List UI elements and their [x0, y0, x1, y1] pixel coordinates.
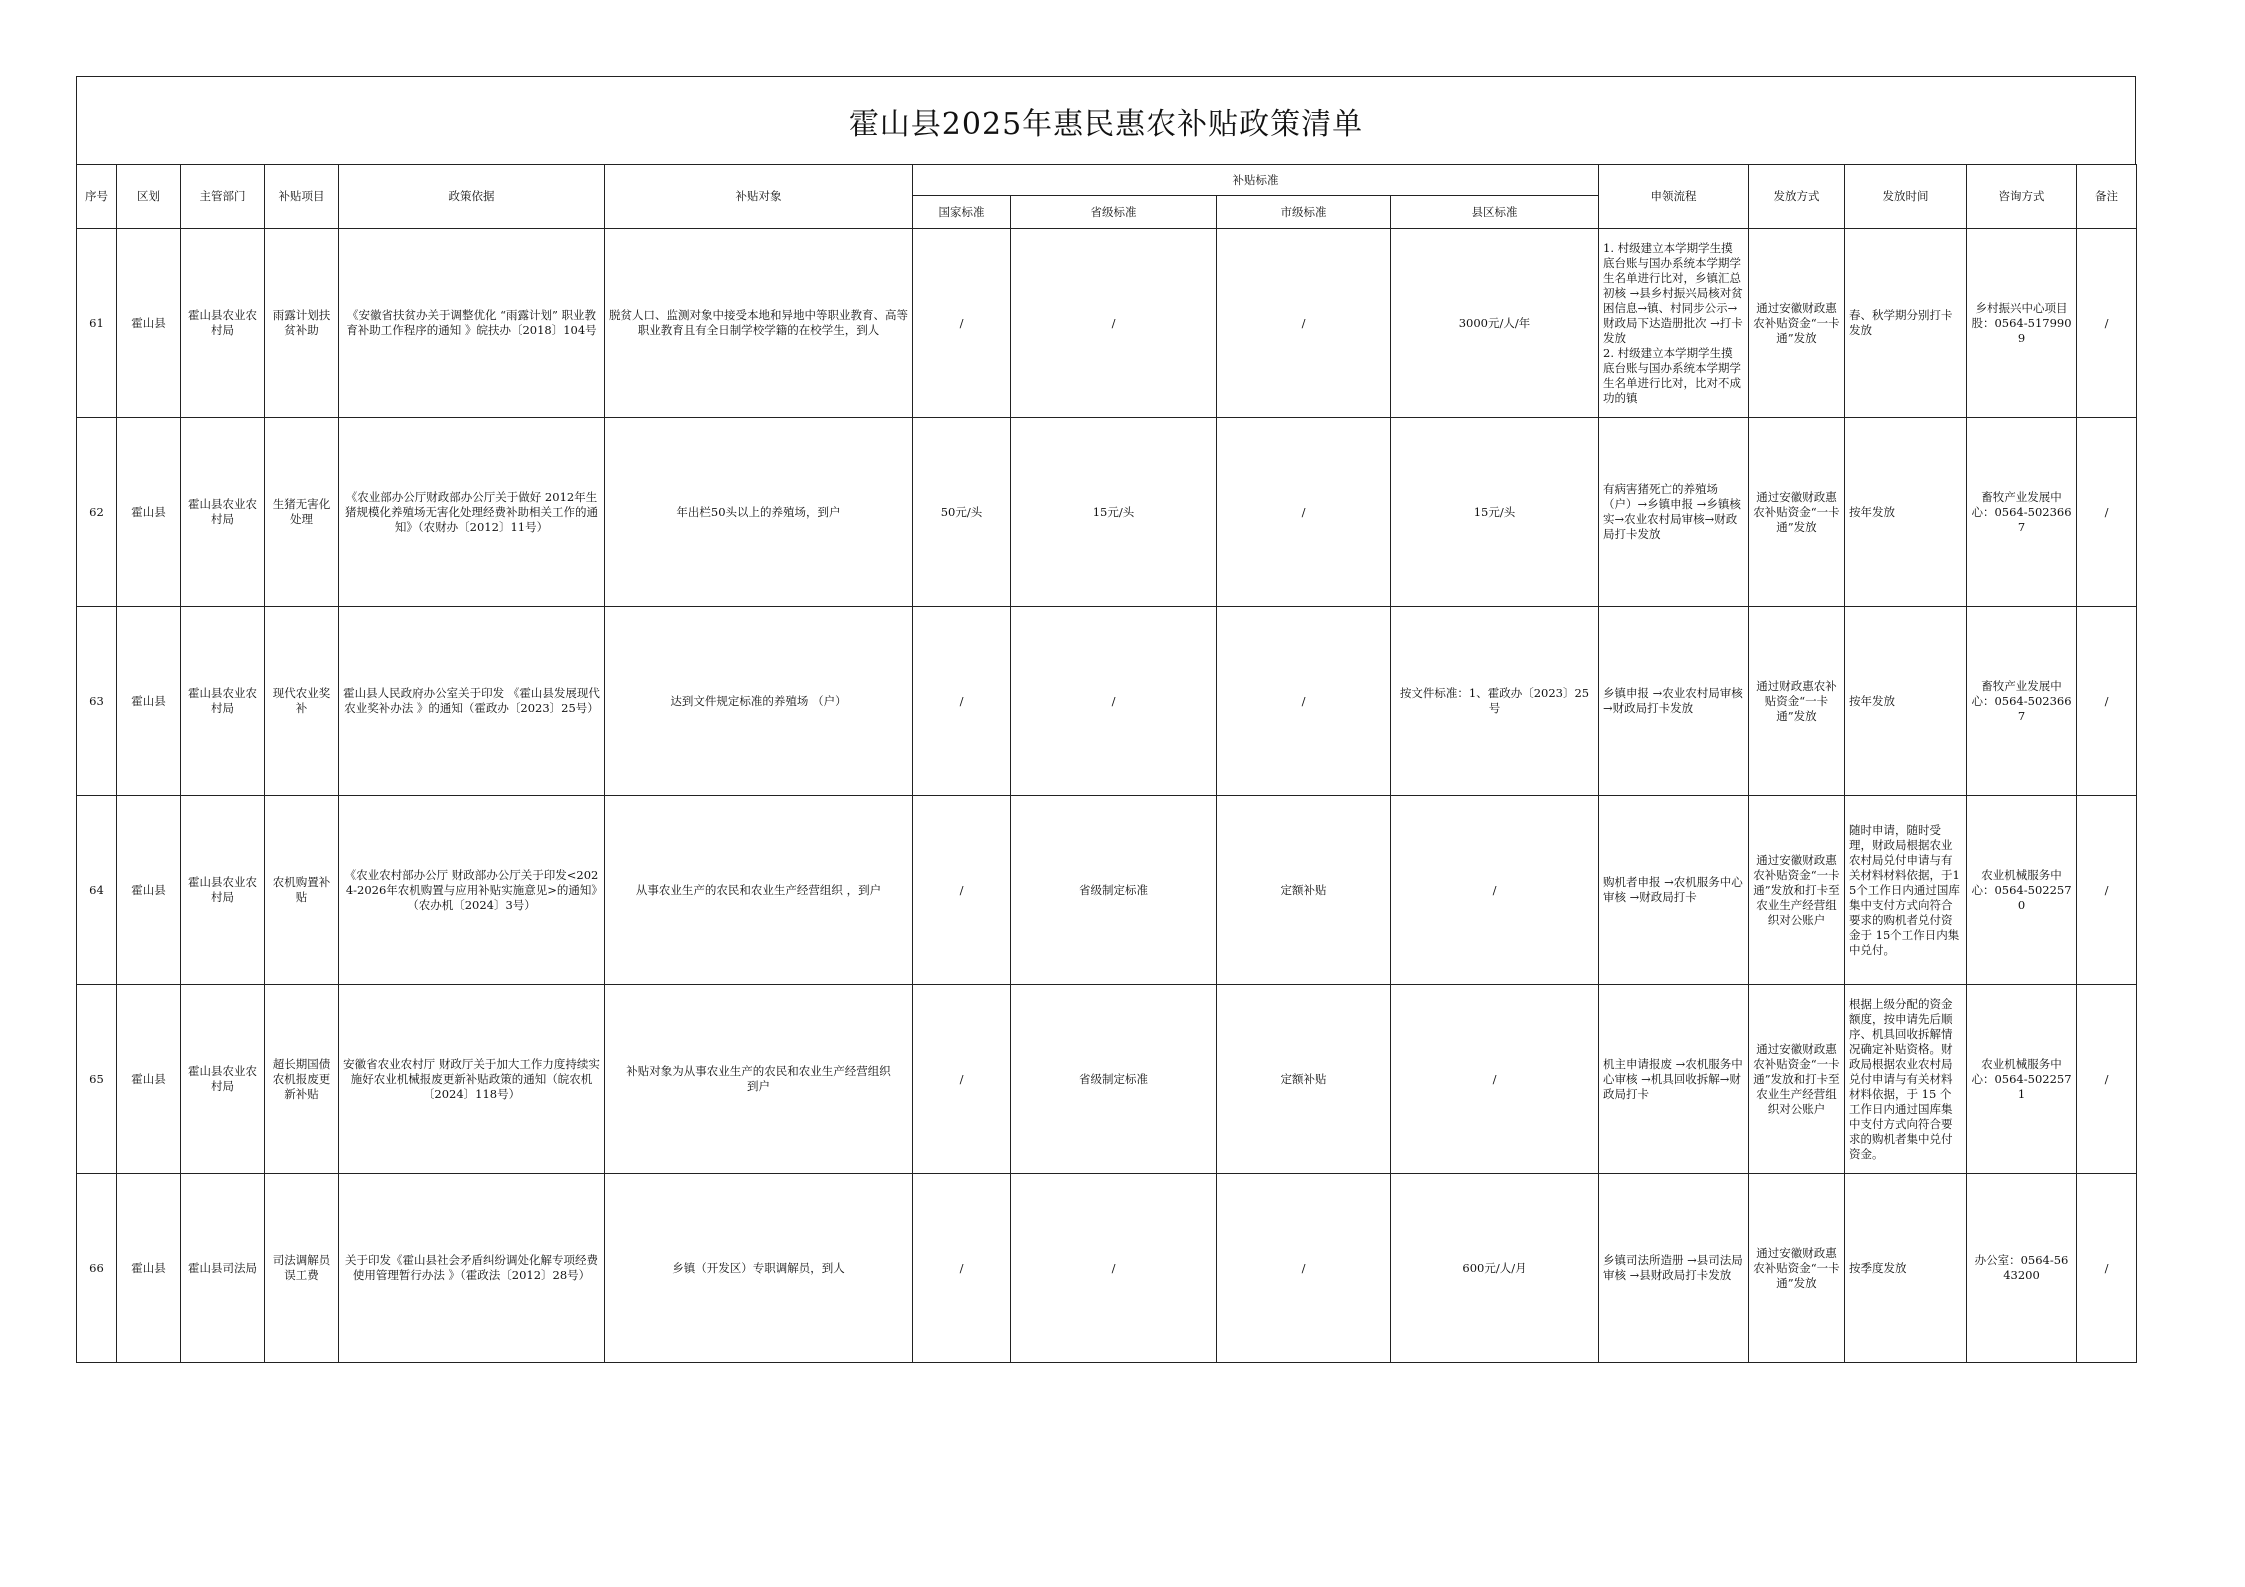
cell-text: 补贴对象为从事农业生产的农民和农业生产经营组织 到户: [626, 1064, 891, 1093]
cell-text: 农业机械服务中心：0564-5022570: [1971, 867, 2072, 912]
cell-target: [605, 229, 913, 418]
cell-text: 定额补贴: [1280, 1071, 1327, 1086]
subsidy-table: [76, 164, 2137, 1363]
cell-provincial: [1011, 1174, 1217, 1363]
cell-basis: [339, 229, 605, 418]
cell-text: 《安徽省扶贫办关于调整优化 “雨露计划” 职业教育补助工作程序的通知 》皖扶办〔2018〕104号: [346, 308, 597, 337]
cell-contact: [1967, 418, 2077, 607]
cell-note: [2077, 229, 2137, 418]
cell-seq: [77, 418, 117, 607]
cell-text: /: [2104, 693, 2109, 708]
cell-text: 现代农业奖补: [272, 686, 331, 715]
cell-text: 1. 村级建立本学期学生摸底台账与国办系统本学期学生名单进行比对，乡镇汇总初核 →县乡村振兴局核对贫困信息→镇、村同步公示→财政局下达造册批次 →打卡发放 2. 村级建立本学期学生摸底台账与国办系统本学期学生名单进行比对，比对不成功的镇: [1603, 240, 1743, 405]
header-time: 发放时间: [1845, 165, 1967, 229]
cell-text: 按年发放: [1849, 693, 1895, 708]
cell-item: [265, 796, 339, 985]
cell-text: 15元/头: [1092, 504, 1135, 519]
header-provincial: 省级标准: [1011, 196, 1217, 229]
cell-city: [1217, 985, 1391, 1174]
cell-text: 通过安徽财政惠农补贴资金“一卡通”发放和打卡至农业生产经营组织对公账户: [1753, 852, 1840, 927]
cell-process: [1599, 1174, 1749, 1363]
cell-note: [2077, 1174, 2137, 1363]
cell-text: 3000元/人/年: [1458, 315, 1531, 330]
cell-seq: [77, 229, 117, 418]
cell-text: /: [1111, 315, 1116, 330]
cell-text: /: [1301, 1260, 1306, 1275]
cell-text: 购机者申报 →农机服务中心审核 →财政局打卡: [1603, 875, 1743, 904]
cell-seq: [77, 985, 117, 1174]
cell-target: [605, 1174, 913, 1363]
cell-text: 64: [89, 882, 104, 897]
cell-basis: [339, 607, 605, 796]
cell-text: 霍山县农业农村局: [188, 1064, 257, 1093]
cell-text: 省级制定标准: [1079, 1071, 1148, 1086]
cell-text: /: [959, 693, 964, 708]
table-header: [77, 165, 2137, 229]
cell-region: [117, 985, 181, 1174]
cell-text: 霍山县司法局: [188, 1260, 257, 1275]
cell-national: [913, 1174, 1011, 1363]
cell-item: [265, 1174, 339, 1363]
cell-text: 乡镇司法所造册 →县司法局审核 →县财政局打卡发放: [1603, 1253, 1743, 1282]
cell-item: [265, 418, 339, 607]
table-body: [77, 229, 2137, 1363]
cell-note: [2077, 418, 2137, 607]
header-dept: 主管部门: [181, 165, 265, 229]
cell-text: /: [1111, 1260, 1116, 1275]
cell-county: [1391, 1174, 1599, 1363]
cell-text: 《农业部办公厅财政部办公厅关于做好 2012年生猪规模化养殖场无害化处理经费补助相关工作的通知》（农财办〔2012〕11号）: [345, 489, 598, 534]
cell-text: 61: [89, 315, 104, 330]
cell-target: [605, 607, 913, 796]
cell-text: /: [2104, 1260, 2109, 1275]
cell-target: [605, 985, 913, 1174]
header-seq: 序号: [77, 165, 117, 229]
cell-text: /: [1111, 693, 1116, 708]
cell-time: [1845, 607, 1967, 796]
cell-text: 15元/头: [1473, 504, 1516, 519]
header-national: 国家标准: [913, 196, 1011, 229]
cell-text: 霍山县人民政府办公室关于印发 《霍山县发展现代农业奖补办法 》的通知（霍政办〔2023〕25号）: [343, 686, 600, 715]
header-region: 区划: [117, 165, 181, 229]
cell-text: 63: [89, 693, 104, 708]
cell-national: [913, 418, 1011, 607]
cell-national: [913, 607, 1011, 796]
cell-method: [1749, 985, 1845, 1174]
cell-text: /: [1301, 693, 1306, 708]
cell-national: [913, 985, 1011, 1174]
cell-text: /: [1301, 504, 1306, 519]
cell-text: 农机购置补贴: [272, 875, 331, 904]
cell-text: 霍山县: [131, 504, 166, 519]
cell-text: 关于印发《霍山县社会矛盾纠纷调处化解专项经费使用管理暂行办法 》（霍政法〔2012〕28号）: [345, 1253, 598, 1282]
cell-text: 乡镇申报 →农业农村局审核→财政局打卡发放: [1603, 686, 1743, 715]
cell-process: [1599, 418, 1749, 607]
table-row: [77, 796, 2137, 985]
cell-item: [265, 985, 339, 1174]
cell-region: [117, 607, 181, 796]
cell-text: 通过安徽财政惠农补贴资金“一卡通”发放: [1753, 489, 1840, 534]
cell-text: 霍山县农业农村局: [188, 875, 257, 904]
cell-basis: [339, 796, 605, 985]
table-row: [77, 229, 2137, 418]
header-method: 发放方式: [1749, 165, 1845, 229]
cell-text: /: [2104, 1071, 2109, 1086]
cell-text: 省级制定标准: [1079, 882, 1148, 897]
cell-text: /: [2104, 882, 2109, 897]
cell-text: 《农业农村部办公厅 财政部办公厅关于印发<2024-2026年农机购置与应用补贴实施意见>的通知》（农办机〔2024〕3号）: [344, 867, 599, 912]
cell-county: [1391, 796, 1599, 985]
cell-text: 生猪无害化处理: [272, 497, 331, 526]
cell-text: 安徽省农业农村厅 财政厅关于加大工作力度持续实施好农业机械报废更新补贴政策的通知（皖农机〔2024〕118号）: [343, 1056, 600, 1101]
cell-text: 从事农业生产的农民和农业生产经营组织 ，到户: [635, 882, 882, 897]
cell-text: 司法调解员误工费: [272, 1253, 331, 1282]
cell-text: 霍山县: [131, 693, 166, 708]
cell-provincial: [1011, 229, 1217, 418]
cell-method: [1749, 229, 1845, 418]
cell-basis: [339, 418, 605, 607]
cell-text: 600元/人/月: [1462, 1260, 1527, 1275]
cell-text: 农业机械服务中心：0564-5022571: [1971, 1056, 2072, 1101]
cell-text: /: [1492, 1071, 1497, 1086]
cell-text: 根据上级分配的资金额度，按申请先后顺序、机具回收拆解情况确定补贴资格。财政局根据农业农村局兑付申请与有关材料材料依据，于 15 个工作日内通过国库集中支付方式向符合要求的购机者集中兑付资金。: [1849, 996, 1953, 1161]
header-target: 补贴对象: [605, 165, 913, 229]
cell-text: 65: [89, 1071, 104, 1086]
cell-method: [1749, 796, 1845, 985]
cell-time: [1845, 418, 1967, 607]
cell-text: /: [959, 882, 964, 897]
cell-contact: [1967, 796, 2077, 985]
cell-city: [1217, 796, 1391, 985]
cell-seq: [77, 796, 117, 985]
cell-dept: [181, 1174, 265, 1363]
cell-note: [2077, 607, 2137, 796]
cell-dept: [181, 229, 265, 418]
cell-text: 通过安徽财政惠农补贴资金“一卡通”发放: [1753, 1245, 1840, 1290]
cell-item: [265, 607, 339, 796]
cell-method: [1749, 418, 1845, 607]
cell-text: /: [1301, 315, 1306, 330]
cell-contact: [1967, 985, 2077, 1174]
header-city: 市级标准: [1217, 196, 1391, 229]
cell-text: 霍山县: [131, 315, 166, 330]
cell-dept: [181, 796, 265, 985]
table-row: [77, 985, 2137, 1174]
cell-method: [1749, 1174, 1845, 1363]
cell-item: [265, 229, 339, 418]
header-process: 申领流程: [1599, 165, 1749, 229]
header-item: 补贴项目: [265, 165, 339, 229]
cell-county: [1391, 229, 1599, 418]
cell-dept: [181, 607, 265, 796]
cell-text: 雨露计划扶贫补助: [272, 308, 331, 337]
header-standard-group: 补贴标准: [913, 165, 1599, 196]
cell-text: 按文件标准：1、霍政办〔2023〕25号: [1399, 686, 1590, 715]
cell-text: 有病害猪死亡的养殖场（户）→乡镇申报 →乡镇核实→农业农村局审核→财政局打卡发放: [1603, 482, 1741, 541]
cell-text: 办公室：0564-5643200: [1974, 1253, 2069, 1282]
cell-region: [117, 796, 181, 985]
cell-national: [913, 229, 1011, 418]
cell-text: 50元/头: [940, 504, 983, 519]
cell-text: 按年发放: [1849, 504, 1895, 519]
cell-text: 通过安徽财政惠农补贴资金“一卡通”发放: [1753, 300, 1840, 345]
cell-city: [1217, 229, 1391, 418]
cell-basis: [339, 985, 605, 1174]
cell-dept: [181, 418, 265, 607]
header-basis: 政策依据: [339, 165, 605, 229]
cell-text: 春、秋学期分别打卡发放: [1849, 308, 1953, 337]
cell-text: 霍山县: [131, 1071, 166, 1086]
header-county: 县区标准: [1391, 196, 1599, 229]
cell-text: 机主申请报废 →农机服务中心审核 →机具回收拆解→财政局打卡: [1603, 1056, 1743, 1101]
cell-text: 按季度发放: [1849, 1260, 1907, 1275]
cell-region: [117, 1174, 181, 1363]
cell-note: [2077, 985, 2137, 1174]
cell-text: /: [959, 315, 964, 330]
cell-text: /: [2104, 504, 2109, 519]
table-row: [77, 1174, 2137, 1363]
cell-text: 畜牧产业发展中心：0564-5023667: [1971, 678, 2072, 723]
cell-contact: [1967, 607, 2077, 796]
policy-sheet: [76, 76, 2136, 1363]
table-row: [77, 607, 2137, 796]
cell-text: /: [2104, 315, 2109, 330]
cell-contact: [1967, 1174, 2077, 1363]
header-contact: 咨询方式: [1967, 165, 2077, 229]
cell-text: 通过安徽财政惠农补贴资金“一卡通”发放和打卡至农业生产经营组织对公账户: [1753, 1041, 1840, 1116]
cell-dept: [181, 985, 265, 1174]
cell-text: 年出栏50头以上的养殖场，到户: [676, 504, 841, 519]
cell-seq: [77, 1174, 117, 1363]
cell-city: [1217, 418, 1391, 607]
cell-contact: [1967, 229, 2077, 418]
cell-text: 达到文件规定标准的养殖场 （户）: [670, 693, 847, 708]
cell-text: 霍山县农业农村局: [188, 497, 257, 526]
cell-county: [1391, 985, 1599, 1174]
cell-provincial: [1011, 607, 1217, 796]
cell-method: [1749, 607, 1845, 796]
cell-provincial: [1011, 796, 1217, 985]
header-note: 备注: [2077, 165, 2137, 229]
cell-county: [1391, 418, 1599, 607]
cell-provincial: [1011, 985, 1217, 1174]
cell-text: 通过财政惠农补贴资金“一卡通”发放: [1756, 678, 1837, 723]
cell-process: [1599, 229, 1749, 418]
cell-time: [1845, 985, 1967, 1174]
cell-text: 超长期国债农机报废更新补贴: [272, 1056, 331, 1101]
cell-time: [1845, 1174, 1967, 1363]
cell-text: 脱贫人口、监测对象中接受本地和异地中等职业教育、高等职业教育且有全日制学校学籍的在校学生，到人: [609, 308, 908, 337]
cell-note: [2077, 796, 2137, 985]
cell-target: [605, 796, 913, 985]
cell-national: [913, 796, 1011, 985]
cell-target: [605, 418, 913, 607]
cell-city: [1217, 1174, 1391, 1363]
cell-time: [1845, 229, 1967, 418]
cell-text: /: [959, 1071, 964, 1086]
cell-text: 霍山县农业农村局: [188, 308, 257, 337]
cell-text: /: [959, 1260, 964, 1275]
table-row: [77, 418, 2137, 607]
cell-region: [117, 418, 181, 607]
cell-provincial: [1011, 418, 1217, 607]
cell-text: 62: [89, 504, 104, 519]
cell-text: 畜牧产业发展中心：0564-5023667: [1971, 489, 2072, 534]
page-title: 霍山县2025年惠民惠农补贴政策清单: [76, 76, 2136, 164]
cell-time: [1845, 796, 1967, 985]
cell-text: 定额补贴: [1280, 882, 1327, 897]
cell-text: /: [1492, 882, 1497, 897]
cell-text: 乡村振兴中心项目股：0564-5179909: [1971, 300, 2072, 345]
cell-process: [1599, 796, 1749, 985]
cell-region: [117, 229, 181, 418]
cell-text: 霍山县: [131, 1260, 166, 1275]
cell-process: [1599, 985, 1749, 1174]
cell-county: [1391, 607, 1599, 796]
cell-text: 乡镇（开发区）专职调解员，到人: [672, 1260, 845, 1275]
cell-city: [1217, 607, 1391, 796]
cell-seq: [77, 607, 117, 796]
cell-text: 66: [89, 1260, 104, 1275]
cell-basis: [339, 1174, 605, 1363]
cell-text: 霍山县农业农村局: [188, 686, 257, 715]
cell-process: [1599, 607, 1749, 796]
cell-text: 随时申请，随时受理，财政局根据农业农村局兑付申请与有关材料材料依据，于15个工作日内通过国库集中支付方式向符合要求的购机者兑付资金于 15个工作日内集中兑付。: [1849, 822, 1960, 957]
cell-text: 霍山县: [131, 882, 166, 897]
